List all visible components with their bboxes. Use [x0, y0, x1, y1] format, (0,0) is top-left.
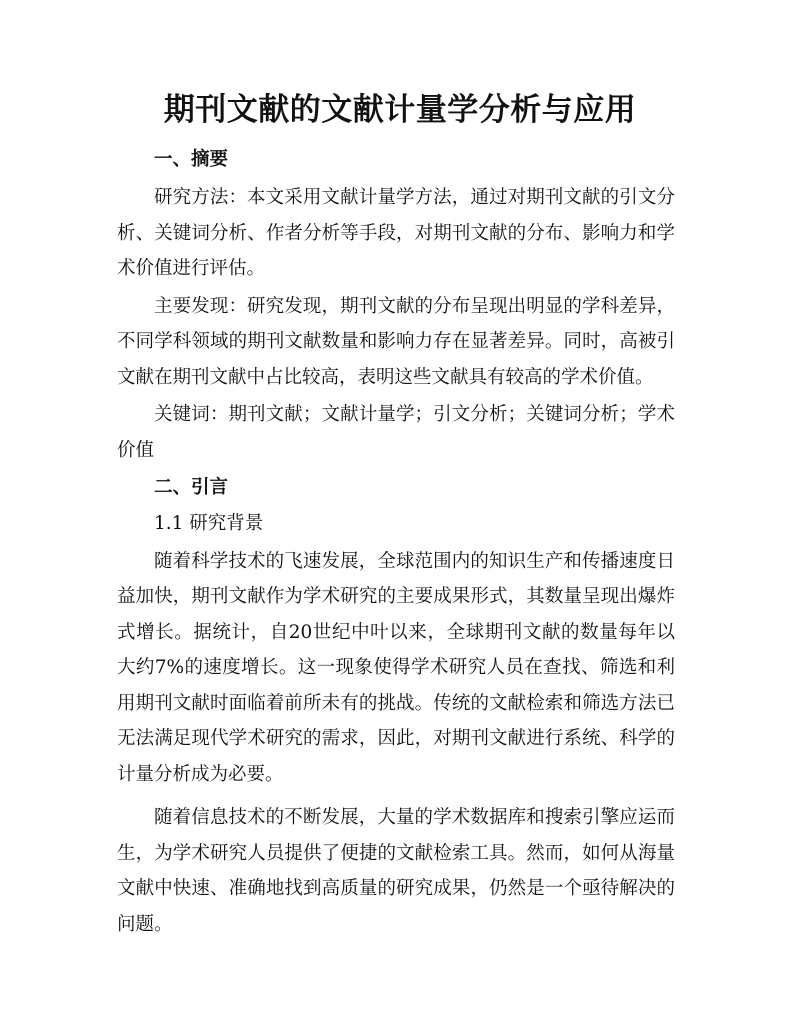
abstract-keywords-paragraph: 关键词：期刊文献；文献计量学；引文分析；关键词分析；学术价值: [117, 404, 675, 461]
document-body: [117, 142, 675, 942]
section-heading-introduction: 二、引言: [154, 477, 229, 498]
introduction-paragraph-2: 随着信息技术的不断发展，大量的学术数据库和搜索引擎应运而生，为学术研究人员提供了便捷的文献检索工具。然而，如何从海量文献中快速、准确地找到高质量的研究成果，仍然是一个亟待解决的问题。: [117, 807, 675, 935]
introduction-paragraph-1: 随着科学技术的飞速发展，全球范围内的知识生产和传播速度日益加快，期刊文献作为学术研究的主要成果形式，其数量呈现出爆炸式增长。据统计，自20世纪中叶以来，全球期刊文献的数量每年以大约7%的速度增长。这一现象使得学术研究人员在查找、筛选和利用期刊文献时面临着前所未有的挑战。传统的文献检索和筛选方法已无法满足现代学术研究的需求，因此，对期刊文献进行系统、科学的计量分析成为必要。: [117, 550, 675, 785]
abstract-findings-paragraph: 主要发现：研究发现，期刊文献的分布呈现出明显的学科差异，不同学科领域的期刊文献数量和影响力存在显著差异。同时，高被引文献在期刊文献中占比较高，表明这些文献具有较高的学术价值。: [117, 295, 675, 388]
document-title: 期刊文献的文献计量学分析与应用: [163, 92, 637, 128]
abstract-method-paragraph: 研究方法：本文采用文献计量学方法，通过对期刊文献的引文分析、关键词分析、作者分析等手段，对期刊文献的分布、影响力和学术价值进行评估。: [117, 187, 675, 279]
subsection-heading-background: 1.1 研究背景: [154, 513, 264, 534]
section-heading-abstract: 一、摘要: [154, 149, 229, 170]
